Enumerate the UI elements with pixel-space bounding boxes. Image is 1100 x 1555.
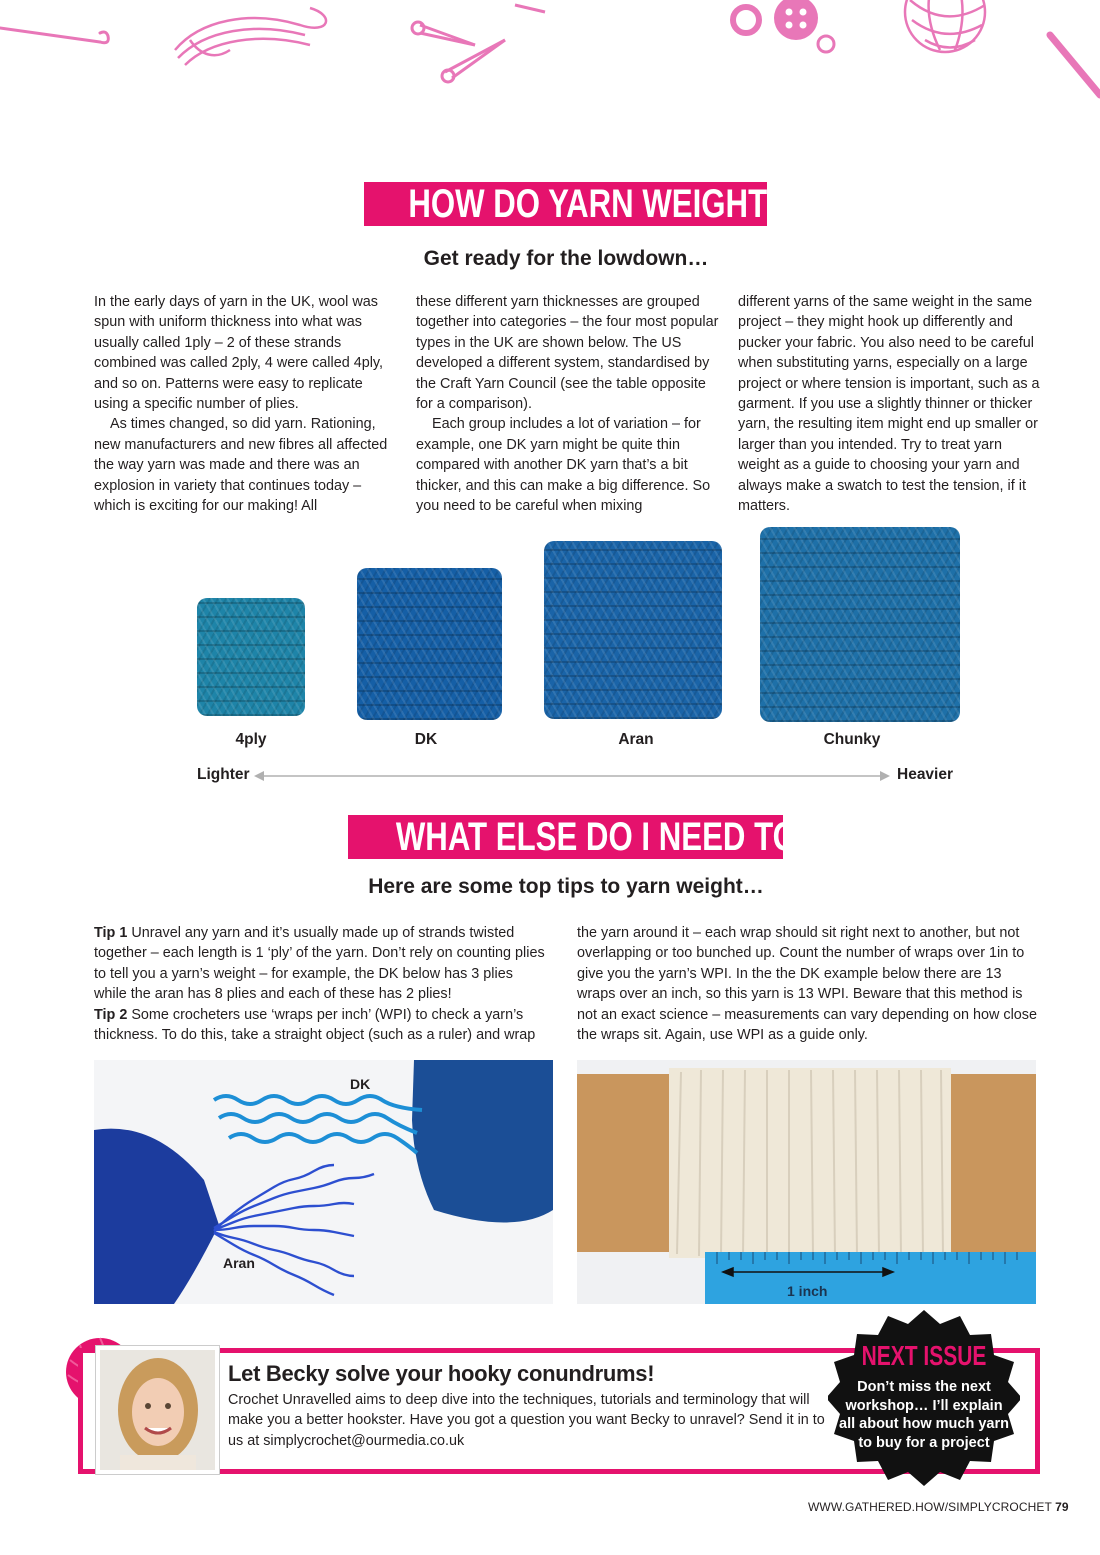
button-icon [733, 0, 834, 52]
photo-yarn-plies [94, 1060, 553, 1304]
paragraph: Each group includes a lot of variation – for example, one DK yarn might be quite thin compared with another DK yarn that’s a bit thicker, and this can make a big difference. So you need to be careful when mixing [416, 416, 711, 515]
portrait-illustration [100, 1350, 215, 1470]
paragraph: the yarn around it – each wrap should sit right next to another, but not overlapping or too bunched up. Count the number of wraps over 1in to give you the yarn’s WPI. In the the DK example below there are 13 wraps over an inch, so this yarn is 13 WPI. Beware that this method is not an exact science – measurements can vary depending on how close the wraps sit. Again, use WPI as a guide only. [577, 925, 1037, 1044]
swatch-4ply [197, 598, 305, 716]
photo-label-aran: Aran [223, 1255, 255, 1271]
tip-label: Tip 2 [94, 1006, 128, 1023]
becky-title: Let Becky solve your hooky conundrums! [228, 1361, 655, 1386]
tip-1 [94, 923, 546, 1005]
page-number: 79 [1055, 1500, 1069, 1514]
scale-label-lighter: Lighter [197, 766, 250, 783]
paragraph: different yarns of the same weight in the same project – they might hook up differently and pucker your fabric. You also need to be careful when substituting yarns, especially on a large project or where tension is important, such as a garment. If you use a slightly thinner or thicker yarn, the resulting item might end up smaller or larger than you intended. Try to treat yarn weight as a guide to choosing your yarn and always make a swatch to test the tension, if it matters. [738, 294, 1040, 515]
footer [808, 1500, 1069, 1514]
paragraph: these different yarn thicknesses are grouped together into categories – the four most popular types in the UK are shown below. The US developed a different system, standardised by the Craft Yarn Council (see the table opposite for a comparison). [416, 294, 719, 413]
yarn-plies-illustration [94, 1060, 553, 1304]
section1-column-3 [738, 292, 1043, 516]
next-issue-badge [838, 1340, 1010, 1452]
swatch-chunky [760, 527, 960, 722]
becky-portrait [96, 1346, 219, 1474]
footer-url: WWW.GATHERED.HOW/SIMPLYCROCHET [808, 1500, 1052, 1514]
swatch-label-aran: Aran [618, 731, 654, 748]
section1-column-2 [416, 292, 721, 516]
tip-text: Some crocheters use ‘wraps per inch’ (WPI) to check a yarn’s thickness. To do this, take a straight object (such as a ruler) and wrap [94, 1006, 536, 1044]
photo-label-1-inch: 1 inch [787, 1283, 828, 1299]
crochet-hook-icon-right [1050, 35, 1100, 95]
yarn-ball-icon [905, 0, 985, 52]
paragraph: As times changed, so did yarn. Rationing, new manufacturers and new fibres all affected the way yarn was made and there was an explosion in variety that continues today – which is exciting for our making! All [94, 416, 388, 515]
photo-wraps-per-inch [577, 1060, 1036, 1304]
tip-2 [94, 1005, 546, 1046]
yarn-skein-icon [175, 8, 326, 65]
wpi-illustration [577, 1060, 1036, 1304]
swatch-aran [544, 541, 722, 719]
section1-subheading: Get ready for the lowdown… [423, 247, 709, 270]
tip-label: Tip 1 [94, 925, 128, 941]
section2-heading: WHAT ELSE DO I NEED TO KNOW? [395, 815, 924, 859]
section1-heading: HOW DO YARN WEIGHTS VARY? [408, 182, 899, 226]
section2-banner [348, 815, 924, 859]
section2-column-2 [577, 923, 1043, 1045]
next-issue-text: Don’t miss the next workshop… I’ll explain all about how much yarn to buy for a project [839, 1379, 1009, 1451]
section2-column-1 [94, 923, 546, 1045]
crochet-hook-icon [0, 28, 108, 43]
swatch-label-chunky: Chunky [823, 731, 881, 748]
becky-body: Crochet Unravelled aims to deep dive into the techniques, tutorials and terminology that will make you a better hookster. Have you got a question you want Becky to unravel? Send it in to us at simplycrochet@ourmedia.co.uk [228, 1392, 825, 1449]
tip-text: Unravel any yarn and it’s usually made up of strands twisted together – each length is 1 ‘ply’ of the yarn. Don’t rely on counting plies to tell you a yarn’s weight – for example, the DK below has 3 plies while the aran has 8 plies and each of these has 2 plies! [94, 925, 545, 1003]
section1-banner [364, 182, 899, 226]
section2-subheading: Here are some top tips to yarn weight… [368, 875, 764, 898]
swatch-dk [357, 568, 502, 720]
photo-label-dk: DK [350, 1076, 371, 1092]
swatch-label-4ply: 4ply [235, 731, 267, 748]
weight-scale-arrow [254, 768, 890, 784]
next-issue-title: NEXT ISSUE [861, 1340, 987, 1371]
swatch-label-dk: DK [414, 731, 438, 748]
header-doodles [0, 0, 1100, 110]
safety-pin-icon [412, 5, 545, 82]
paragraph: In the early days of yarn in the UK, wool was spun with uniform thickness into what was usually called 1ply – 2 of these strands combined was called 2ply, 4 were called 4ply, and so on. Patterns were easy to replicate using a specific number of plies. [94, 294, 384, 413]
section1-column-1 [94, 292, 399, 516]
scale-label-heavier: Heavier [897, 766, 954, 783]
